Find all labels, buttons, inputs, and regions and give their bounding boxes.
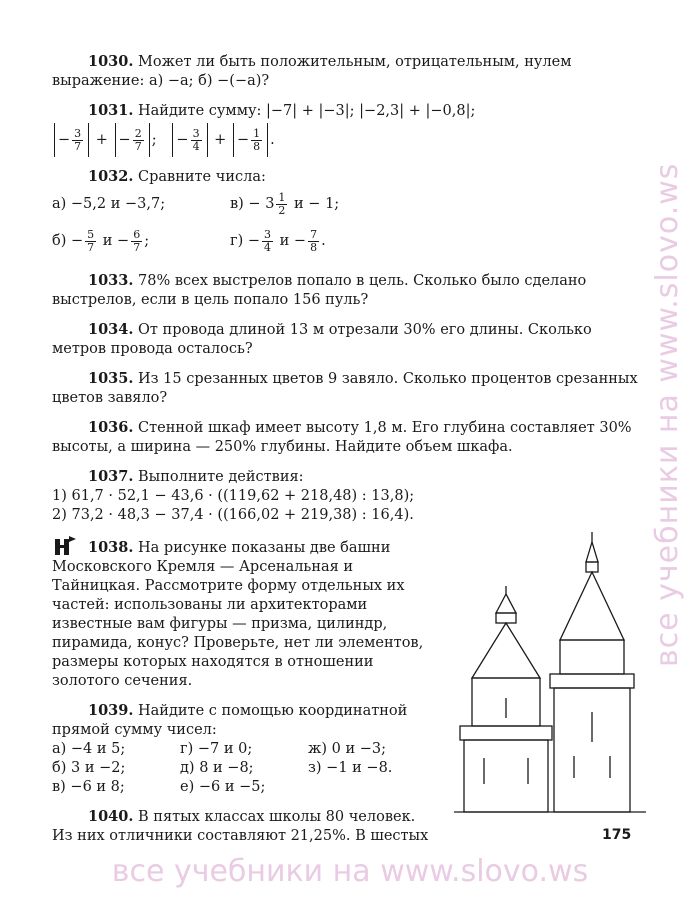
problem-1034: 1034. От провода длиной 13 м отрезали 30% его длины. Сколько метров провода осталось?	[52, 321, 592, 357]
problem-1037-line2: 2) 73,2 · 48,3 − 37,4 · ((166,02 + 219,38) : 16,4).	[52, 507, 414, 523]
problem-1039-row2: б) 3 и −2; д) 8 и −8; з) −1 и −8.	[52, 760, 393, 776]
problem-1039: 1039. Найдите с помощью координатной прямой сумму чисел:	[52, 702, 408, 738]
problem-1032-row1: а) −5,2 и −3,7; в) − 3 $\frac{1}{2}$ и − 1;	[52, 190, 340, 217]
problem-1037: 1037. Выполните действия:	[88, 468, 304, 485]
problems-bottom	[52, 538, 438, 846]
problem-1031: 1031. Найдите сумму: |−7| + |−3|; |−2,3| + |−0,8|;	[88, 102, 476, 119]
problem-1030: 1030. Может ли быть положительным, отрицательным, нулем выражение: а) −a; б) −(−a)?	[52, 53, 572, 89]
abs-fraction: − $\frac{1}{8}$	[233, 123, 268, 157]
problem-1039-row3: в) −6 и 8; е) −6 и −5;	[52, 779, 266, 795]
problem-1036: 1036. Стенной шкаф имеет высоту 1,8 м. Его глубина составляет 30% высоты, а ширина — 250% глубины. Найдите объем шкафа.	[52, 419, 632, 455]
problem-1039-row1: а) −4 и 5; г) −7 и 0; ж) 0 и −3;	[52, 741, 386, 757]
problem-1032-row2: б) − $\frac{5}{7}$ и − $\frac{6}{7}$ ; г) − $\frac{3}{4}$ и − $\frac{7}{8}$ .	[52, 227, 326, 254]
problem-1040: 1040. В пятых классах школы 80 человек. Из них отличники составляют 21,25%. В шестых	[52, 808, 429, 844]
problem-1032: 1032. Сравните числа:	[88, 168, 266, 185]
problem-1033: 1033. 78% всех выстрелов попало в цель. Сколько было сделано выстрелов, если в цель попало 156 пуль?	[52, 272, 587, 308]
problem-1035: 1035. Из 15 срезанных цветов 9 завяло. Сколько процентов срезанных цветов завяло?	[52, 370, 638, 406]
bottom-watermark: все учебники на www.slovo.ws	[111, 854, 589, 889]
page-number: 175	[602, 827, 632, 843]
vertical-watermark: все учебники на www.slovo.ws	[650, 162, 685, 668]
kremlin-towers-illustration	[450, 528, 650, 818]
problems-top	[52, 52, 646, 525]
abs-fraction: − $\frac{2}{7}$	[115, 123, 150, 157]
abs-fraction: − $\frac{3}{7}$	[54, 123, 89, 157]
problem-1037-line1: 1) 61,7 · 52,1 − 43,6 · ((119,62 + 218,48) : 13,8);	[52, 488, 415, 504]
problem-1038: 1038. На рисунке показаны две башни Московского Кремля — Арсенальная и Тайницкая. Рассмотрите форму отдельных их частей: использованы ли архитекторами известные вам фигуры — призма, цилиндр, пирамида, конус? Проверьте, нет ли элементов, размеры которых находятся в отношении золотого сечения.	[52, 539, 424, 689]
problem-1031-fractions: − $\frac{3}{7}$ + − $\frac{2}{7}$ ; − $\frac{3}{4}$ + − $\frac{1}{8}$ .	[52, 123, 646, 157]
abs-fraction: − $\frac{3}{4}$	[172, 123, 207, 157]
